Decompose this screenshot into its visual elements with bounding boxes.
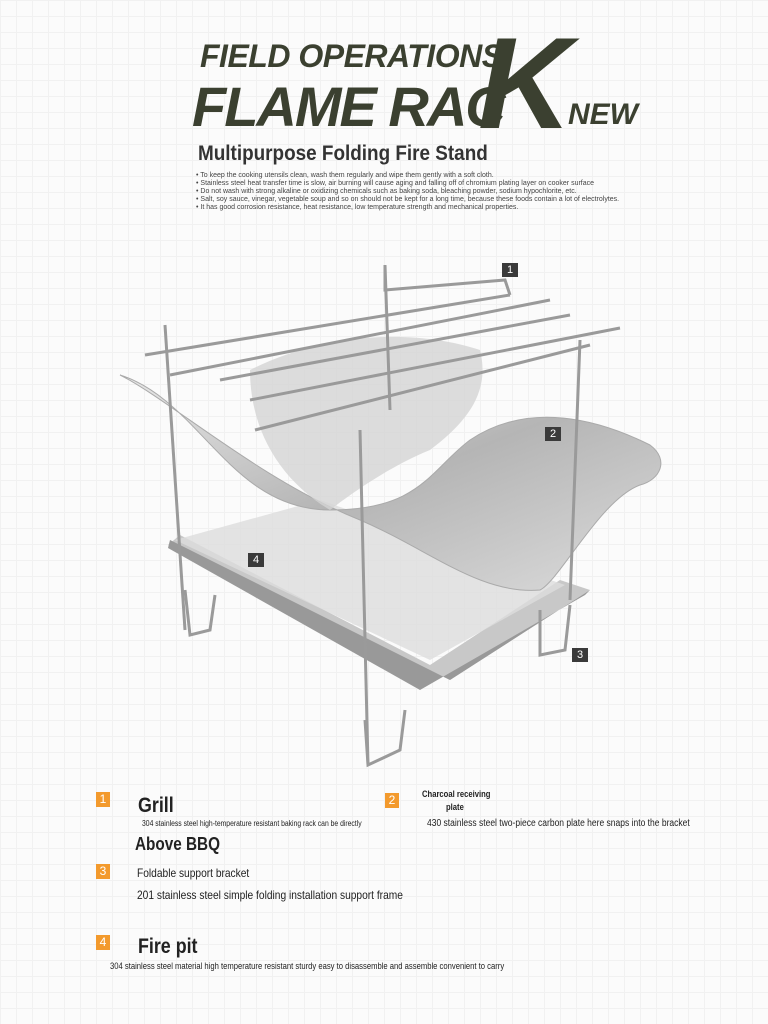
subtitle: Multipurpose Folding Fire Stand	[198, 142, 488, 165]
feature-desc-plate: 430 stainless steel two-piece carbon plate here snaps into the bracket	[427, 818, 690, 829]
callout-1: 1	[502, 263, 518, 277]
title-line-1: FIELD OPERATIONS	[200, 38, 503, 74]
callout-4: 4	[248, 553, 264, 567]
bullet: • It has good corrosion resistance, heat resistance, low temperature strength and mechanical properties.	[196, 204, 619, 212]
bullet: • Stainless steel heat transfer time is slow, air burning will cause aging and falling off of chromium plating layer on cooker surface	[196, 180, 619, 188]
feature-desc-bracket: 201 stainless steel simple folding installation support frame	[137, 888, 403, 902]
feature-title-plate-b: plate	[446, 802, 464, 812]
callout-3: 3	[572, 648, 588, 662]
feature-badge-4: 4	[96, 935, 110, 950]
feature-title-grill: Grill	[138, 794, 174, 817]
care-bullets	[196, 172, 619, 212]
feature-badge-3: 3	[96, 864, 110, 879]
fire-stand-illustration	[0, 250, 768, 780]
bullet: • Salt, soy sauce, vinegar, vegetable soup and so on should not be kept for a long time, because these foods contain a lot of electrolytes.	[196, 196, 619, 204]
title-line-2: FLAME RAC	[192, 75, 504, 138]
bullet: • Do not wash with strong alkaline or oxidizing chemicals such as baking soda, bleaching powder, sodium hypochlorite, etc.	[196, 188, 619, 196]
feature-desc-grill: 304 stainless steel high-temperature resistant baking rack can be directly	[142, 819, 362, 828]
feature-title-bracket: Foldable support bracket	[137, 866, 250, 880]
new-badge: NEW	[568, 98, 638, 131]
feature-extra-grill: Above BBQ	[135, 834, 221, 854]
feature-title-firepit: Fire pit	[138, 935, 198, 958]
feature-badge-2: 2	[385, 793, 399, 808]
feature-desc-firepit: 304 stainless steel material high temperature resistant sturdy easy to disassemble and assemble convenient to carry	[110, 961, 505, 971]
feature-title-plate-a: Charcoal receiving	[422, 789, 491, 799]
title-big-letter: K	[478, 10, 572, 156]
feature-badge-1: 1	[96, 792, 110, 807]
callout-2: 2	[545, 427, 561, 441]
bullet: • To keep the cooking utensils clean, wash them regularly and wipe them gently with a soft cloth.	[196, 172, 619, 180]
